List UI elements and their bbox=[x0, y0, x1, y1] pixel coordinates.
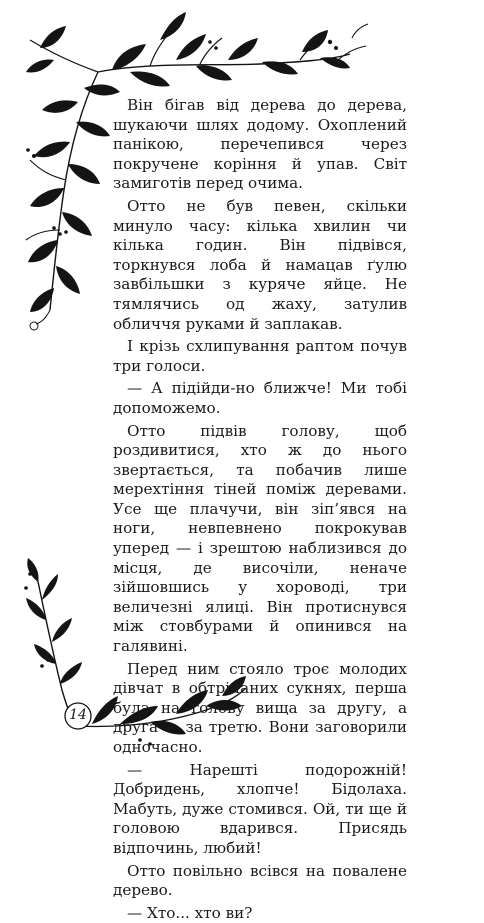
paragraph: Отто підвів голову, щоб роздивитися, хто ж до нього звертається, та побачив лише мерехтіння тіней поміж деревами. Усе ще плачучи, він зіп’явся на ноги, невпевнено покрокував уперед — і зрештою наблизився до місця, де височіли, неначе зійшовшись у хороводі, три величезні ялиці. Він протиснувся між стовбурами й опинився на галявині. bbox=[113, 421, 407, 656]
paragraph: — Хто... хто ви? bbox=[127, 903, 253, 922]
paragraph: Перед ним стояло троє молодих дівчат в обтріпаних сукнях, перша була на голову вища за другу, а друга — за третю. Вони заговорили одночасно. bbox=[113, 659, 407, 756]
paragraph: — Нарешті подорожній! Добридень, хлопче! Бідолаха. Мабуть, дуже стомився. Ой, ти ще й головою вдарився. Присядь відпочинь, любий! bbox=[113, 760, 407, 857]
paragraph: — А підійди-но ближче! Ми тобі допоможемо. bbox=[113, 379, 407, 417]
page-number: 14 bbox=[69, 707, 87, 723]
body-text bbox=[113, 96, 407, 923]
paragraph: Отто повільно всівся на повалене дерево. bbox=[113, 861, 407, 900]
paragraph: І крізь схлипування раптом почув три голоси. bbox=[113, 337, 407, 375]
paragraph: Він бігав від дерева до дерева, шукаючи шлях додому. Охоплений панікою, перечепився через покручене коріння й упав. Світ замиготів перед очима. bbox=[113, 96, 407, 193]
paragraph: Отто не був певен, скільки минуло часу: кілька хвилин чи кілька годин. Він підвівся, торкнувся лоба й намацав ґулю завбільшки з куряче яйце. Не тямлячись од жаху, затулив обличчя руками й заплакав. bbox=[113, 196, 407, 333]
